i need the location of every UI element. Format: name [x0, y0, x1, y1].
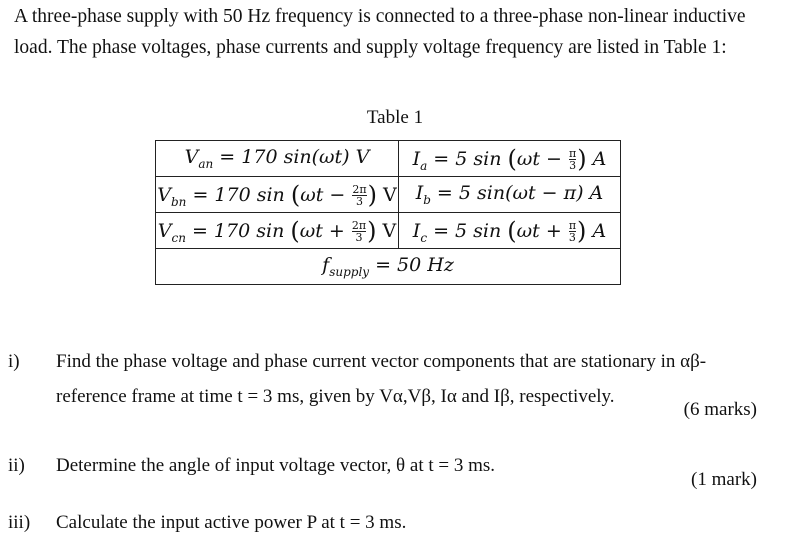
van-cell: $V_{an} = 170$ sin(ωt) V: [156, 141, 399, 177]
question-3-label: iii): [8, 512, 31, 533]
phase-table: [155, 140, 621, 285]
vcn-cell: $V_{cn} = 170$ sin (ωt + $\frac{2\pi}{3}$ ) V: [156, 213, 399, 249]
fsupply-cell: $f_{supply} = 50$ Hz: [156, 249, 621, 285]
ia-cell: $I_a = 5$ sin (ωt − $\frac{\pi}{3}$ ) A: [399, 141, 621, 177]
intro-line-1: A three-phase supply with 50 Hz frequency is connected to a three-phase non-linear inductive: [14, 6, 746, 27]
vbn-cell: $V_{bn} = 170$ sin (ωt − $\frac{2\pi}{3}$ ) V: [156, 177, 399, 213]
question-3-line-1: Calculate the input active power P at t = 3 ms.: [56, 512, 407, 533]
question-2-line-1: Determine the angle of input voltage vector, θ at t = 3 ms.: [56, 455, 496, 476]
table-row: [156, 177, 621, 213]
ic-cell: $I_c = 5$ sin (ωt + $\frac{\pi}{3}$ ) A: [399, 213, 621, 249]
question-2-label: ii): [8, 455, 25, 476]
table-title: Table 1: [366, 107, 424, 128]
question-1-marks: (6 marks): [683, 399, 757, 420]
ib-cell: $I_b = 5$ sin(ωt − π) A: [399, 177, 621, 213]
question-1-line-2: reference frame at time t = 3 ms, given by Vα,Vβ, Iα and Iβ, respectively.: [56, 386, 615, 407]
intro-line-2: load. The phase voltages, phase currents and supply voltage frequency are listed in Table 1:: [14, 37, 727, 58]
question-2-marks: (1 mark): [691, 469, 757, 490]
table-row: [156, 213, 621, 249]
question-1-line-1: Find the phase voltage and phase current vector components that are stationary in αβ-: [56, 351, 707, 372]
table-row: [156, 249, 621, 285]
table-row: [156, 141, 621, 177]
question-1-label: i): [8, 351, 20, 372]
